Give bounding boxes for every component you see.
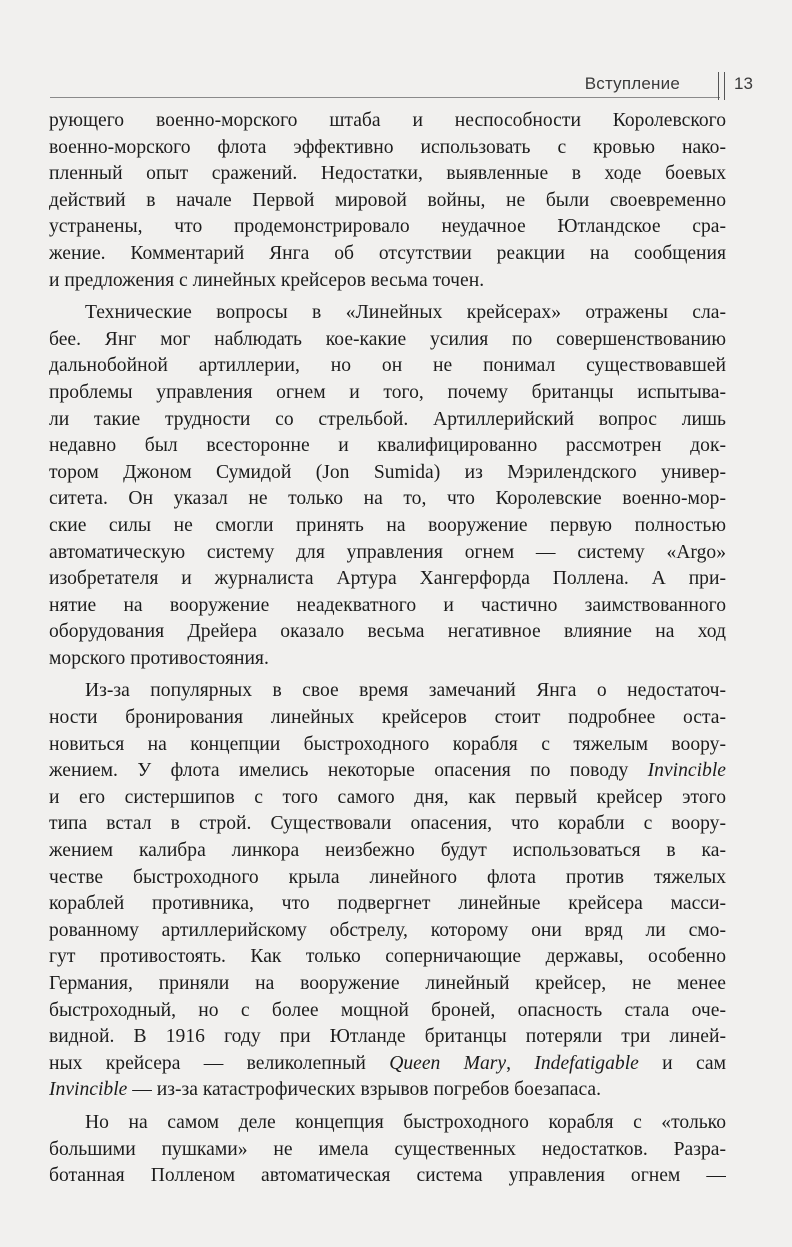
- paragraph-3: [49, 678, 726, 1104]
- text-line: и его систершипов с того самого дня, как первый крейсер этого: [49, 786, 726, 808]
- text-line: новиться на концепции быстроходного корабля с тяжелым воору-: [49, 733, 726, 755]
- text-line: ности бронирования линейных крейсеров стоит подробнее оста-: [49, 707, 726, 729]
- ship-name-indefatigable: Indefatigable: [534, 1052, 639, 1074]
- ship-name-invincible: Invincible: [49, 1079, 128, 1101]
- text-line: большими пушками» не имела существенных недостатков. Разра-: [49, 1138, 726, 1160]
- text-line: быстроходный, но с более мощной броней, опасность стала оче-: [49, 999, 726, 1021]
- text-line: военно-морского флота эффективно использовать с кровью нако-: [49, 136, 726, 158]
- text-line: тором Джоном Сумидой (Jon Sumida) из Мэрилендского универ-: [49, 461, 726, 483]
- text-line: нятие на вооружение неадекватного и частично заимствованного: [49, 594, 726, 616]
- paragraph-4: [49, 1110, 726, 1190]
- text-line: рующего военно-морского штаба и неспособности Королевского: [49, 110, 726, 131]
- text-line: [49, 758, 726, 785]
- text-line: и предложения с линейных крейсеров весьма точен.: [49, 269, 485, 291]
- text-line: гут противостоять. Как только соперничающие державы, особенно: [49, 946, 726, 968]
- text-line: Германия, приняли на вооружение линейный крейсер, не менее: [49, 973, 726, 994]
- header-rule: [50, 97, 720, 98]
- text-line: ситета. Он указал не только на то, что Королевские военно-мор-: [49, 488, 726, 510]
- header-double-bar: [718, 72, 725, 100]
- text-line: Технические вопросы в «Линейных крейсерах» отражены сла-: [85, 302, 726, 324]
- body-text: [49, 108, 726, 1196]
- text-line: проблемы управления огнем и того, почему британцы испытыва-: [49, 381, 726, 403]
- text-line: Из-за популярных в свое время замечаний Янга о недостаточ-: [85, 680, 726, 702]
- text-line: морского противостояния.: [49, 647, 269, 669]
- text-line: рованному артиллерийскому обстрелу, которому они вряд ли смо-: [49, 919, 726, 941]
- text-line: [49, 1051, 726, 1078]
- paragraph-2: [49, 300, 726, 672]
- text-line: [49, 1077, 726, 1104]
- paragraph-1: [49, 108, 726, 294]
- text-line: ботанная Полленом автоматическая система управления огнем —: [49, 1165, 726, 1187]
- ship-name-invincible: Invincible: [647, 760, 726, 782]
- text-run: ,: [506, 1052, 535, 1074]
- text-line: типа встал в строй. Существовали опасения, что корабли с воору-: [49, 813, 726, 835]
- text-line: дальнобойной артиллерии, но он не понимал существовавшей: [49, 355, 726, 377]
- text-line: действий в начале Первой мировой войны, не были своевременно: [49, 189, 726, 211]
- text-line: кораблей противника, что подвергнет линейные крейсера масси-: [49, 893, 726, 915]
- text-line: Но на самом деле концепция быстроходного корабля с «только: [85, 1111, 726, 1133]
- text-line: ские силы не смогли принять на вооружение первую полностью: [49, 514, 726, 536]
- text-run: — из-за катастрофических взрывов погребов боезапаса.: [127, 1079, 602, 1101]
- section-title: Вступление: [584, 74, 680, 93]
- running-header: [50, 74, 760, 98]
- text-line: устранены, что продемонстрировало неудачное Ютландское сра-: [49, 216, 726, 238]
- page-number: 13: [734, 74, 753, 93]
- text-line: бее. Янг мог наблюдать кое-какие усилия по совершенствованию: [49, 328, 726, 350]
- text-run: жением. У флота имелись некоторые опасения по поводу: [49, 760, 648, 782]
- text-line: недавно был всесторонне и квалифицированно рассмотрен док-: [49, 435, 726, 457]
- text-line: честве быстроходного крыла линейного флота против тяжелых: [49, 866, 726, 888]
- text-line: автоматическую систему для управления огнем — систему «Argo»: [49, 541, 726, 563]
- text-run: и сам: [638, 1052, 726, 1074]
- text-line: пленный опыт сражений. Недостатки, выявленные в ходе боевых: [49, 163, 726, 185]
- text-line: оборудования Дрейера оказало весьма негативное влияние на ход: [49, 621, 726, 643]
- text-line: видной. В 1916 году при Ютланде британцы потеряли три линей-: [49, 1026, 726, 1048]
- ship-name-queen-mary: Queen Mary: [389, 1052, 507, 1074]
- text-line: изобретателя и журналиста Артура Хангерфорда Поллена. А при-: [49, 568, 726, 590]
- text-line: жением калибра линкора неизбежно будут использоваться в ка-: [49, 840, 726, 862]
- text-line: ли такие трудности со стрельбой. Артиллерийский вопрос лишь: [49, 408, 726, 430]
- text-line: жение. Комментарий Янга об отсутствии реакции на сообщения: [49, 242, 726, 264]
- text-run: ных крейсера — великолепный: [49, 1052, 390, 1074]
